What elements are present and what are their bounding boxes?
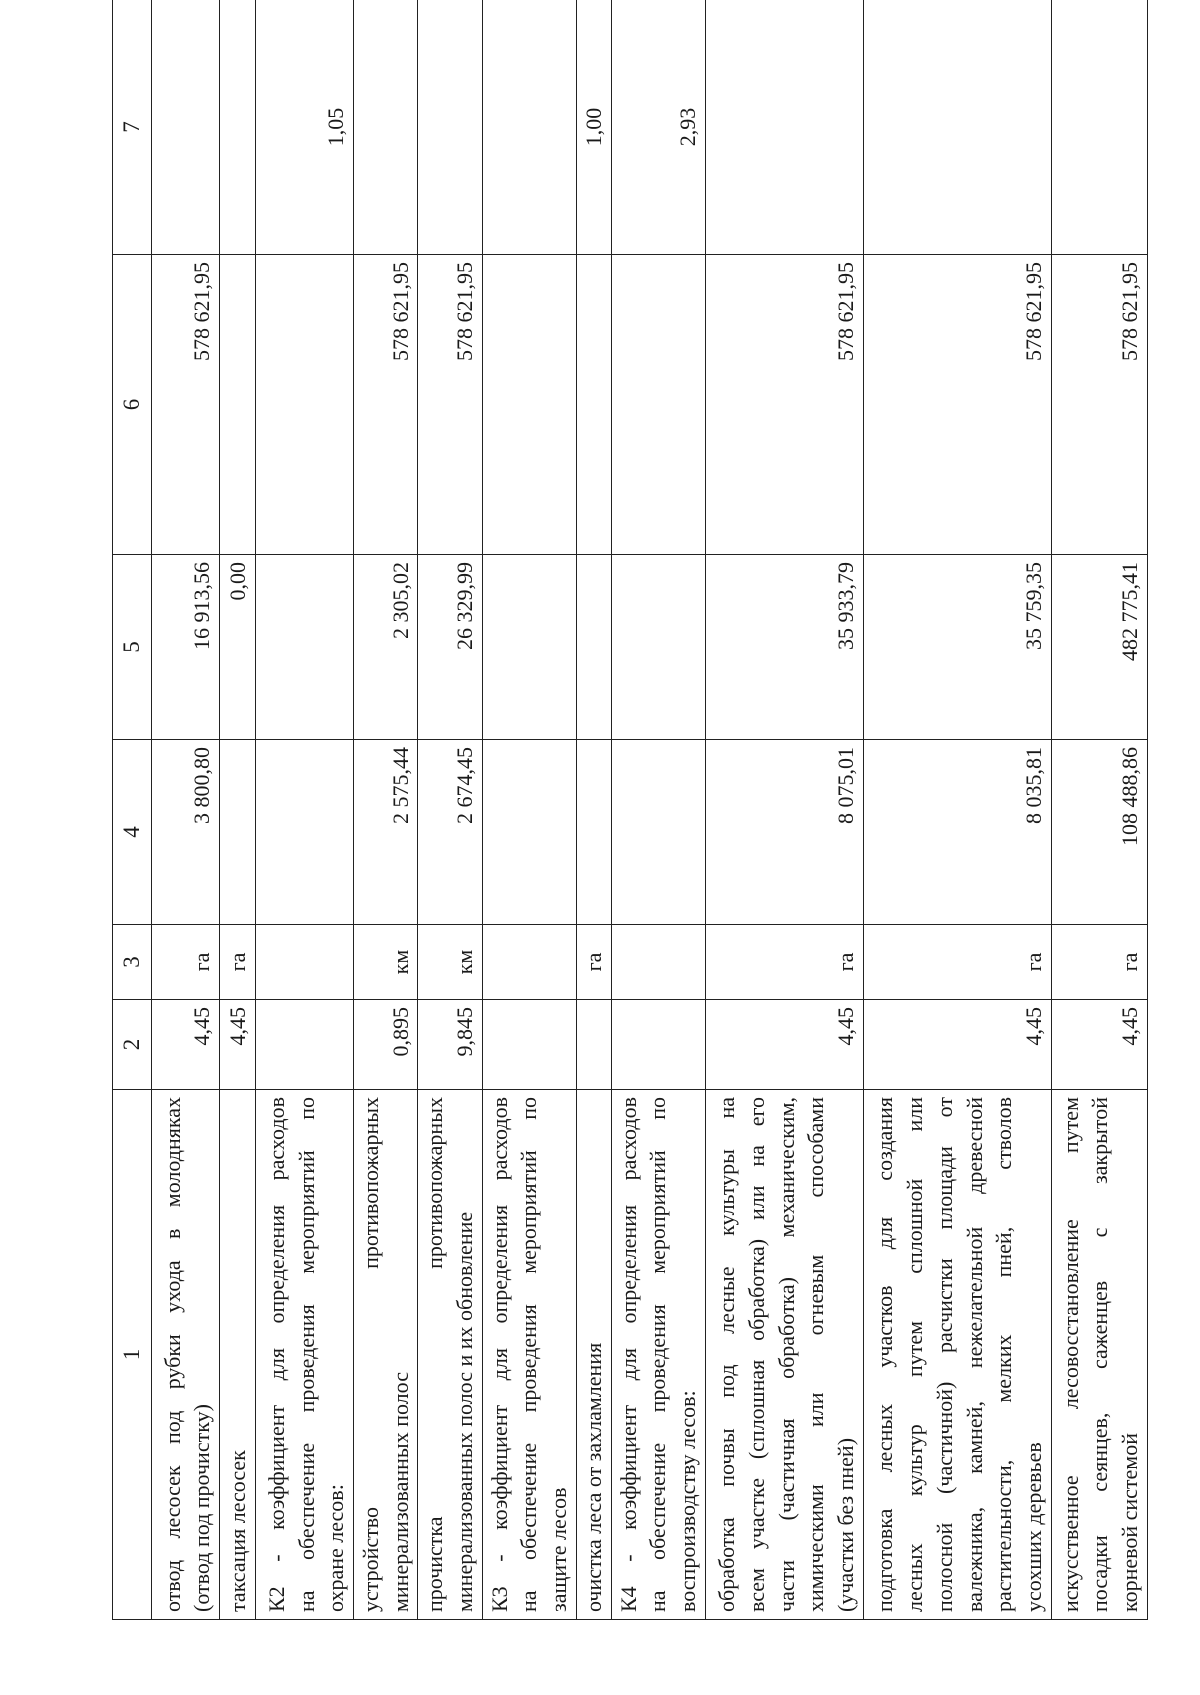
cell-coefficient — [482, 0, 576, 255]
cell-total — [220, 255, 256, 555]
description-line: воспроизводству лесов: — [674, 1390, 700, 1612]
row-description — [256, 1090, 354, 1620]
row-description — [354, 1090, 418, 1620]
cell-coefficient: 1,05 — [256, 0, 354, 255]
description-line: охране лесов: — [323, 1484, 349, 1612]
col-header-4: 4 — [113, 740, 152, 925]
cell-area: 9,845 — [418, 1000, 482, 1090]
cell-area: 4,45 — [1051, 1000, 1147, 1090]
description-line: части (частичная обработка) механическим, — [773, 1097, 799, 1612]
cell-unit: га — [152, 925, 220, 1000]
cell-total: 578 621,95 — [152, 255, 220, 555]
row-description — [863, 1090, 1051, 1620]
cell-coefficient: 1,00 — [576, 0, 611, 255]
description-line: минерализованных полос и их обновление — [452, 1211, 478, 1612]
cell-total: 578 621,95 — [1051, 255, 1147, 555]
description-line: К4 - коэффициент для определения расходов — [615, 1097, 641, 1612]
description-line: очистка леса от захламления — [580, 1342, 606, 1612]
cell-total: 578 621,95 — [863, 255, 1051, 555]
description-line: на обеспечение проведения мероприятий по — [516, 1097, 542, 1612]
table-row — [482, 0, 576, 1620]
table-row — [354, 0, 418, 1620]
cell-unit: км — [354, 925, 418, 1000]
description-line: подготовка лесных участков для создания — [872, 1097, 898, 1612]
cell-cost: 16 913,56 — [152, 555, 220, 740]
cell-coefficient: 2,93 — [611, 0, 705, 255]
cell-area — [576, 1000, 611, 1090]
cell-area — [611, 1000, 705, 1090]
description-line: всем участке (сплошная обработка) или на его — [743, 1097, 769, 1612]
cell-total: 578 621,95 — [418, 255, 482, 555]
cell-area — [256, 1000, 354, 1090]
cell-unit: га — [576, 925, 611, 1000]
cell-rate: 2 575,44 — [354, 740, 418, 925]
cell-cost: 0,00 — [220, 555, 256, 740]
rotated-page — [112, 0, 1142, 1620]
description-line: защите лесов — [546, 1487, 572, 1612]
cell-rate — [482, 740, 576, 925]
description-line: растительности, мелких пней, стволов — [991, 1097, 1017, 1612]
cell-rate — [220, 740, 256, 925]
header-row — [113, 0, 152, 1620]
cell-area: 4,45 — [152, 1000, 220, 1090]
cell-total: 578 621,95 — [354, 255, 418, 555]
description-line: таксация лесосек — [225, 1450, 251, 1612]
cell-area: 4,45 — [863, 1000, 1051, 1090]
cell-cost: 35 759,35 — [863, 555, 1051, 740]
row-description — [482, 1090, 576, 1620]
cell-unit: га — [1051, 925, 1147, 1000]
table-row — [576, 0, 611, 1620]
description-line: валежника, камней, нежелательной древесной — [961, 1097, 987, 1612]
cell-unit: га — [863, 925, 1051, 1000]
cell-area: 4,45 — [220, 1000, 256, 1090]
col-header-6: 6 — [113, 255, 152, 555]
description-line: на обеспечение проведения мероприятий по — [645, 1097, 671, 1612]
cell-rate: 108 488,86 — [1051, 740, 1147, 925]
cell-cost — [256, 555, 354, 740]
cell-coefficient — [152, 0, 220, 255]
description-line: минерализованных полос — [387, 1372, 413, 1612]
description-line: К3 - коэффициент для определения расходов — [486, 1097, 512, 1612]
cell-coefficient — [354, 0, 418, 255]
table-row — [705, 0, 863, 1620]
cell-rate: 2 674,45 — [418, 740, 482, 925]
cell-cost: 2 305,02 — [354, 555, 418, 740]
cell-total — [482, 255, 576, 555]
description-line: лесных культур путем сплошной или — [902, 1097, 928, 1612]
description-line: корневой системой — [1116, 1433, 1142, 1612]
table-row — [863, 0, 1051, 1620]
table-row — [220, 0, 256, 1620]
cell-unit — [611, 925, 705, 1000]
cell-total — [576, 255, 611, 555]
cell-coefficient — [418, 0, 482, 255]
cell-total — [256, 255, 354, 555]
cell-rate: 8 075,01 — [705, 740, 863, 925]
description-line: искусственное лесовосстановление путем — [1057, 1097, 1083, 1612]
cell-cost — [576, 555, 611, 740]
cell-rate — [256, 740, 354, 925]
col-header-5: 5 — [113, 555, 152, 740]
cell-cost: 35 933,79 — [705, 555, 863, 740]
row-description — [705, 1090, 863, 1620]
cost-table — [112, 0, 1148, 1620]
description-line: на обеспечение проведения мероприятий по — [293, 1097, 319, 1612]
cell-area: 4,45 — [705, 1000, 863, 1090]
table-row — [152, 0, 220, 1620]
row-description — [611, 1090, 705, 1620]
cell-area: 0,895 — [354, 1000, 418, 1090]
row-description — [220, 1090, 256, 1620]
description-line: устройство противопожарных — [358, 1097, 383, 1612]
cell-unit: га — [705, 925, 863, 1000]
table-row — [418, 0, 482, 1620]
description-line: прочистка противопожарных — [422, 1097, 448, 1612]
cell-total: 578 621,95 — [705, 255, 863, 555]
cell-rate: 3 800,80 — [152, 740, 220, 925]
cell-rate — [611, 740, 705, 925]
cell-cost: 482 775,41 — [1051, 555, 1147, 740]
col-header-1: 1 — [113, 1090, 152, 1620]
cell-unit — [256, 925, 354, 1000]
description-line: посадки сеянцев, саженцев с закрытой — [1087, 1097, 1113, 1612]
table-row — [1051, 0, 1147, 1620]
description-line: (участки без пней) — [832, 1437, 858, 1612]
row-description — [576, 1090, 611, 1620]
cell-coefficient — [1051, 0, 1147, 255]
cell-cost — [611, 555, 705, 740]
row-description — [418, 1090, 482, 1620]
row-description — [1051, 1090, 1147, 1620]
col-header-2: 2 — [113, 1000, 152, 1090]
cell-cost: 26 329,99 — [418, 555, 482, 740]
cell-unit — [482, 925, 576, 1000]
description-line: К2 - коэффициент для определения расходов — [263, 1097, 289, 1612]
cell-rate: 8 035,81 — [863, 740, 1051, 925]
cell-coefficient — [863, 0, 1051, 255]
description-line: обработка почвы под лесные культуры на — [714, 1097, 740, 1612]
cell-cost — [482, 555, 576, 740]
description-line: (отвод под прочистку) — [189, 1404, 215, 1612]
cell-coefficient — [705, 0, 863, 255]
col-header-3: 3 — [113, 925, 152, 1000]
description-line: усохших деревьев — [1020, 1442, 1046, 1612]
cell-rate — [576, 740, 611, 925]
description-line: химическими или огневым способами — [803, 1097, 829, 1612]
description-line: полосной (частичной) расчистки площади от — [931, 1097, 957, 1612]
row-description — [152, 1090, 220, 1620]
cell-coefficient — [220, 0, 256, 255]
col-header-7: 7 — [113, 0, 152, 255]
table-row — [256, 0, 354, 1620]
description-line: отвод лесосек под рубки ухода в молодняках — [159, 1097, 185, 1612]
cell-unit: га — [220, 925, 256, 1000]
cell-unit: км — [418, 925, 482, 1000]
cell-total — [611, 255, 705, 555]
cell-area — [482, 1000, 576, 1090]
table-row — [611, 0, 705, 1620]
